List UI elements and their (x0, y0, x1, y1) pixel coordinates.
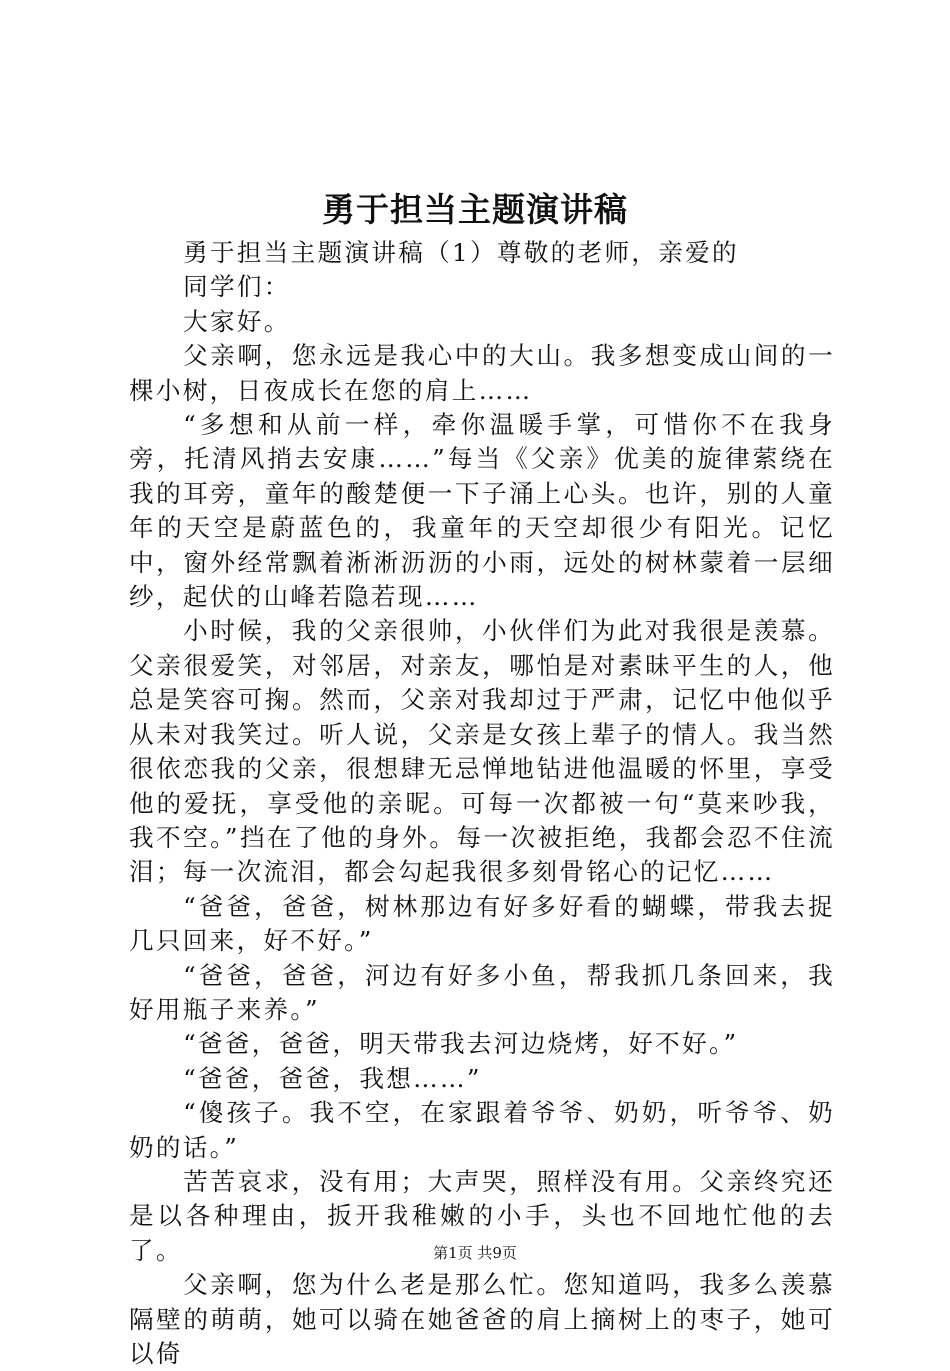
paragraph: “傻孩子。我不空，在家跟着爷爷、奶奶，听爷爷、奶奶的话。” (129, 1098, 835, 1162)
paragraph: 同学们： (183, 272, 291, 302)
page-footer (0, 1243, 950, 1263)
page-number: 第1页 共9页 (433, 1244, 517, 1262)
document-title: 勇于担当主题演讲稿 (322, 190, 628, 229)
paragraph: 父亲啊，您永远是我心中的大山。我多想变成山间的一棵小树，日夜成长在您的肩上…… (129, 341, 835, 405)
paragraph: “爸爸，爸爸，我想……” (183, 1063, 482, 1093)
paragraph: “爸爸，爸爸，明天带我去河边烧烤，好不好。” (183, 1029, 739, 1059)
paragraph: “爸爸，爸爸，河边有好多小鱼，帮我抓几条回来，我好用瓶子来养。” (129, 960, 835, 1024)
paragraph: 小时候，我的父亲很帅，小伙伴们为此对我很是羡慕。父亲很爱笑，对邻居，对亲友，哪怕是对素昧平生的人，他总是笑容可掬。然而，父亲对我却过于严肃，记忆中他似乎从未对我笑过。听人说，父亲是女孩上辈子的情人。我当然很依恋我的父亲，很想肆无忌惮地钻进他温暖的怀里，享受他的爱抚，享受他的亲昵。可每一次都被一句“莫来吵我，我不空。”挡在了他的身外。每一次被拒绝，我都会忍不住流泪；每一次流泪，都会勾起我很多刻骨铭心的记忆…… (129, 616, 835, 887)
paragraph: 大家好。 (183, 306, 291, 336)
paragraph: 苦苦哀求，没有用；大声哭，照样没有用。父亲终究还是以各种理由，扳开我稚嫩的小手，头也不回地忙他的去了。 (129, 1166, 835, 1265)
paragraph: “多想和从前一样，牵你温暖手掌，可惜你不在我身旁，托清风捎去安康……”每当《父亲》优美的旋律萦绕在我的耳旁，童年的酸楚便一下子涌上心头。也许，别的人童年的天空是蔚蓝色的，我童年的天空却很少有阳光。记忆中，窗外经常飘着淅淅沥沥的小雨，远处的树林蒙着一层细纱，起伏的山峰若隐若现…… (129, 410, 835, 612)
paragraph: 父亲啊，您为什么老是那么忙。您知道吗，我多么羡慕隔壁的萌萌，她可以骑在她爸爸的肩上摘树上的枣子，她可以倚 (129, 1270, 835, 1368)
paragraph: 勇于担当主题演讲稿（1）尊敬的老师，亲爱的 (183, 238, 739, 267)
paragraph: “爸爸，爸爸，树林那边有好多好看的蝴蝶，带我去捉几只回来，好不好。” (129, 891, 835, 956)
document-body (129, 236, 835, 1371)
